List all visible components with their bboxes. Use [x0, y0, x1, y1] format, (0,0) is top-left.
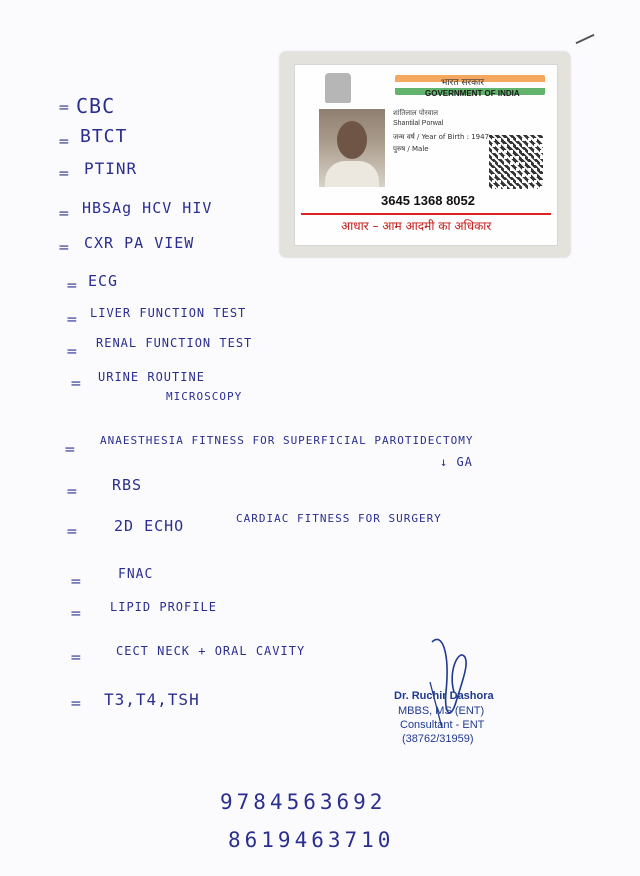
- stamp-role: Consultant - ENT: [400, 719, 485, 731]
- photo-face: [337, 121, 367, 159]
- test-lft: LIVER FUNCTION TEST: [90, 306, 247, 320]
- card-gov-english: GOVERNMENT OF INDIA: [425, 89, 520, 98]
- note-ga: ↓ GA: [440, 455, 473, 469]
- test-rbs: RBS: [112, 476, 143, 494]
- card-gender: पुरुष / Male: [393, 145, 429, 153]
- card-gov-hindi: भारत सरकार: [441, 78, 485, 88]
- test-anaesthesia-fitness: ANAESTHESIA FITNESS FOR SUPERFICIAL PAROTIDECTOMY: [100, 434, 474, 447]
- card-slogan: आधार – आम आदमी का अधिकार: [341, 219, 492, 233]
- test-cect: CECT NECK + ORAL CAVITY: [116, 644, 306, 658]
- bullet: =: [66, 344, 78, 360]
- stamp-degree: MBBS, MS (ENT): [398, 705, 485, 717]
- card-name-english: Shantilal Porwal: [393, 120, 444, 127]
- test-btct: BTCT: [80, 126, 128, 147]
- bullet: =: [70, 606, 82, 622]
- test-cardiac-fitness: CARDIAC FITNESS FOR SURGERY: [236, 512, 442, 525]
- test-fnac: FNAC: [118, 567, 154, 582]
- card-year-of-birth: जन्म वर्ष / Year of Birth : 1947: [393, 133, 490, 141]
- test-urine: URINE ROUTINE: [98, 370, 205, 384]
- test-cxr: CXR PA VIEW: [84, 234, 195, 252]
- aadhaar-card: [280, 52, 570, 257]
- bullet: =: [58, 166, 70, 182]
- test-thyroid: T3,T4,TSH: [104, 690, 200, 709]
- photo-shirt: [325, 161, 379, 187]
- test-cbc: CBC: [76, 94, 116, 118]
- pen-mark: [576, 34, 595, 44]
- card-divider: [301, 213, 551, 215]
- national-emblem-icon: [325, 73, 351, 103]
- stamp-registration: (38762/31959): [402, 733, 474, 745]
- test-2d-echo: 2D ECHO: [114, 517, 185, 535]
- bullet: =: [64, 442, 76, 458]
- bullet: =: [66, 484, 78, 500]
- bullet: =: [58, 206, 70, 222]
- stamp-doctor-name: Dr. Ruchir Dashora: [394, 690, 494, 702]
- aadhaar-card-face: [294, 64, 558, 246]
- bullet: =: [66, 524, 78, 540]
- test-urine-microscopy: MICROSCOPY: [166, 390, 243, 403]
- bullet: =: [70, 650, 82, 666]
- bullet: =: [70, 376, 82, 392]
- card-name-hindi: शांतिलाल पोरवाल: [393, 109, 439, 117]
- test-lipid: LIPID PROFILE: [110, 600, 217, 614]
- test-ecg: ECG: [88, 272, 119, 290]
- qr-code-icon: [489, 135, 543, 189]
- phone-number-2: 8619463710: [228, 828, 395, 852]
- bullet: =: [58, 134, 70, 150]
- bullet: =: [70, 574, 82, 590]
- bullet: =: [58, 240, 70, 256]
- bullet: =: [66, 312, 78, 328]
- card-photo: [319, 109, 385, 187]
- test-ptinr: PTINR: [84, 159, 138, 178]
- bullet: =: [66, 278, 78, 294]
- test-viral-markers: HBSAg HCV HIV: [82, 199, 213, 217]
- bullet: =: [70, 696, 82, 712]
- phone-number-1: 9784563692: [220, 790, 387, 814]
- test-rft: RENAL FUNCTION TEST: [96, 336, 253, 350]
- bullet: =: [58, 100, 70, 116]
- card-aadhaar-number: 3645 1368 8052: [381, 193, 475, 208]
